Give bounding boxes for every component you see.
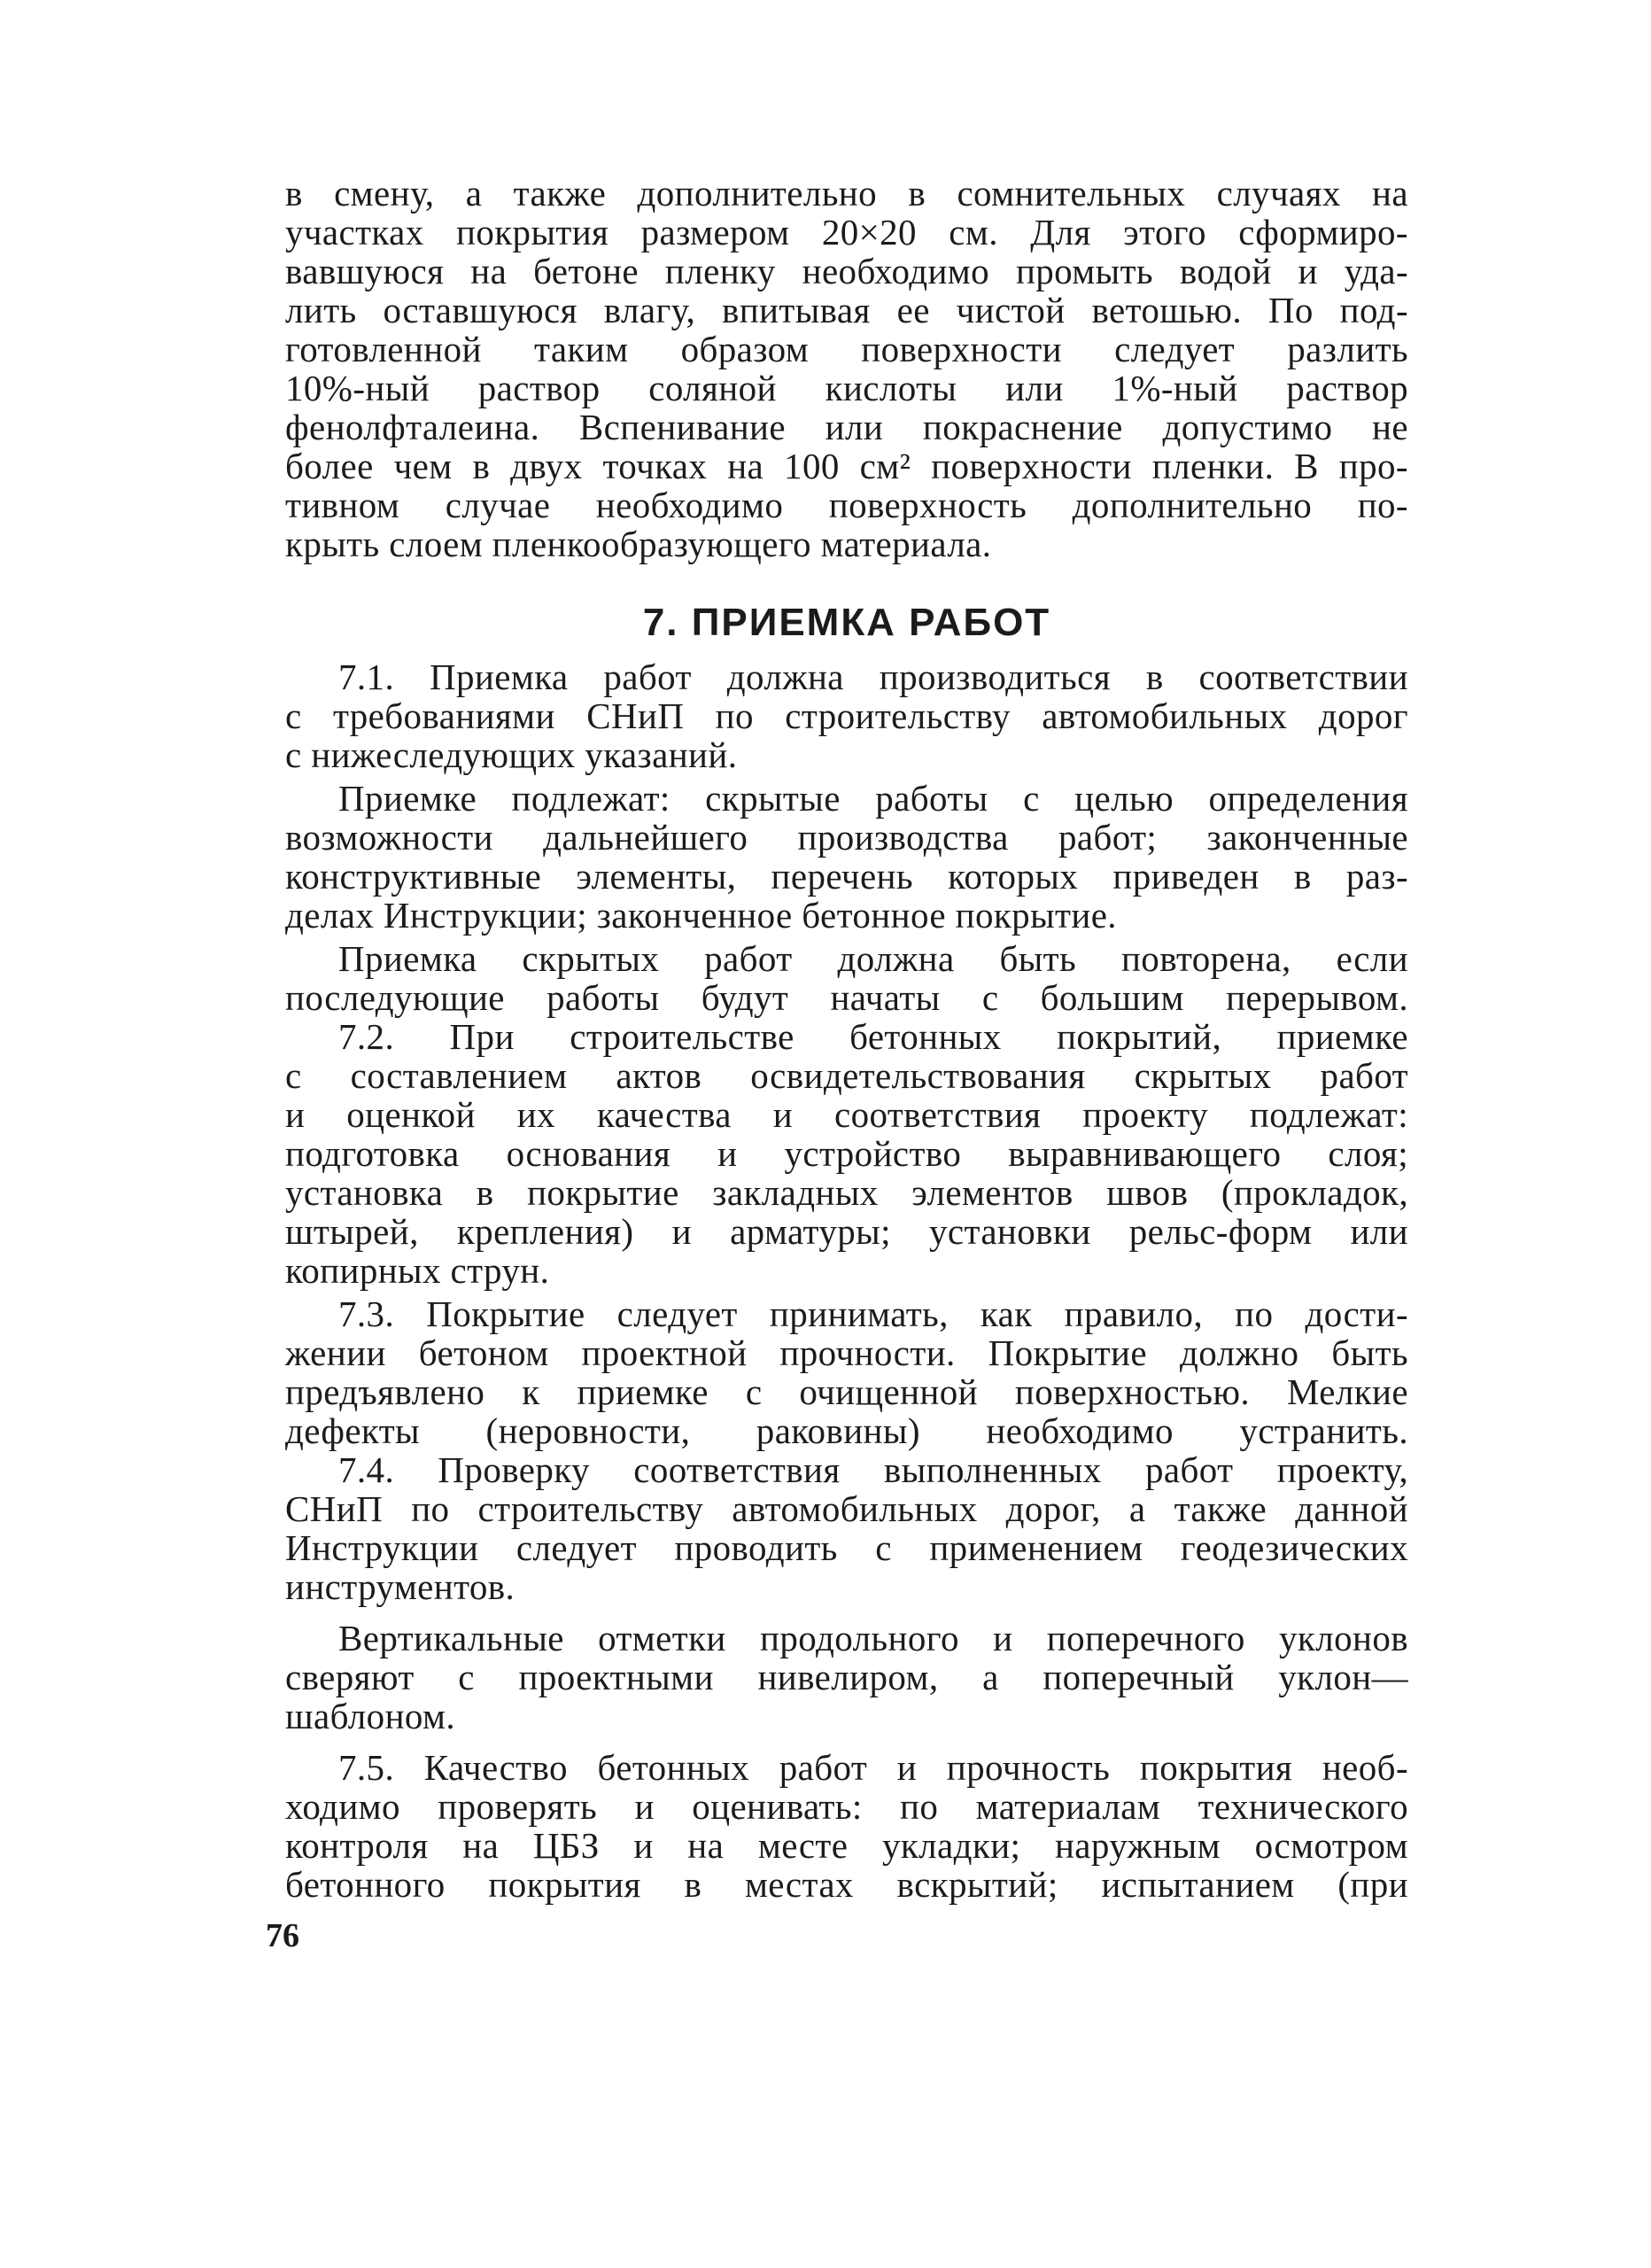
text-line: Вертикальные отметки продольного и поперечного уклонов	[338, 1618, 1408, 1658]
text-line: тивном случае необходимо поверхность дополнительно по-	[285, 485, 1408, 525]
text-line: сверяют с проектными нивелиром, а поперечный уклон—	[285, 1657, 1408, 1697]
text-line: последующие работы будут начаты с большим перерывом.	[285, 977, 1408, 1018]
text-line: копирных струн.	[285, 1250, 550, 1291]
text-line: 7.4. Проверку соответствия выполненных работ проекту,	[338, 1449, 1408, 1490]
text-line: 7.1. Приемка работ должна производиться в соответствии	[338, 656, 1408, 697]
paragraph-repeat	[285, 939, 1408, 1017]
text-line: СНиП по строительству автомобильных дорог, а также данной	[285, 1488, 1408, 1529]
paragraph-7-3	[285, 1294, 1408, 1450]
text-line: с требованиями СНиП по строительству автомобильных дорог	[285, 695, 1408, 736]
intro-paragraph	[285, 174, 1408, 563]
text-line: инструментов.	[285, 1566, 515, 1607]
text-line: Приемка скрытых работ должна быть повторена, если	[338, 938, 1408, 979]
text-line: вавшуюся на бетоне пленку необходимо промыть водой и уда-	[285, 251, 1408, 291]
text-line: фенолфталеина. Вспенивание или покраснение допустимо не	[285, 407, 1408, 447]
text-line: 7.5. Качество бетонных работ и прочность покрытия необ-	[338, 1747, 1408, 1788]
text-block	[285, 174, 1408, 1904]
text-line: с нижеследующих указаний.	[285, 734, 738, 775]
text-line: предъявлено к приемке с очищенной поверхностью. Мелкие	[285, 1371, 1408, 1412]
paragraph-7-4	[285, 1450, 1408, 1606]
text-line: жении бетоном проектной прочности. Покрытие должно быть	[285, 1332, 1408, 1373]
text-line: в смену, а также дополнительно в сомнительных случаях на	[285, 173, 1408, 214]
paragraph-hidden-works	[285, 779, 1408, 935]
text-line: конструктивные элементы, перечень которых приведен в раз-	[285, 856, 1408, 897]
text-line: бетонного покрытия в местах вскрытий; испытанием (при	[285, 1864, 1408, 1905]
text-line: делах Инструкции; законченное бетонное покрытие.	[285, 895, 1117, 936]
text-line: ходимо проверять и оценивать: по материалам технического	[285, 1786, 1408, 1827]
text-line: готовленной таким образом поверхности следует разлить	[285, 329, 1408, 369]
text-line: крыть слоем пленкообразующего материала.	[285, 524, 992, 564]
paragraph-7-2	[285, 1017, 1408, 1290]
text-line: более чем в двух точках на 100 см² поверхности пленки. В про-	[285, 446, 1408, 486]
text-line: штырей, крепления) и арматуры; установки рельс-форм или	[285, 1211, 1408, 1252]
text-line: Инструкции следует проводить с применением геодезических	[285, 1527, 1408, 1568]
text-line: участках покрытия размером 20×20 см. Для этого сформиро-	[285, 212, 1408, 252]
text-line: 7.2. При строительстве бетонных покрытий, приемке	[338, 1016, 1408, 1057]
text-line: шаблоном.	[285, 1696, 456, 1736]
paragraph-7-5	[285, 1748, 1408, 1904]
text-line: возможности дальнейшего производства работ; законченные	[285, 817, 1408, 858]
paragraph-vertical-marks	[285, 1619, 1408, 1736]
text-line: установка в покрытие закладных элементов швов (прокладок,	[285, 1172, 1408, 1213]
text-line: 10%-ный раствор соляной кислоты или 1%-ный раствор	[285, 368, 1408, 408]
text-line: контроля на ЦБЗ и на месте укладки; наружным осмотром	[285, 1825, 1408, 1866]
text-line: и оценкой их качества и соответствия проекту подлежат:	[285, 1094, 1408, 1135]
text-line: подготовка основания и устройство выравнивающего слоя;	[285, 1133, 1408, 1174]
text-line: дефекты (неровности, раковины) необходимо устранить.	[285, 1410, 1408, 1451]
text-line: лить оставшуюся влагу, впитывая ее чистой ветошью. По под-	[285, 290, 1408, 330]
page-number: 76	[266, 1917, 299, 1954]
text-line: 7.3. Покрытие следует принимать, как правило, по дости-	[338, 1293, 1408, 1334]
text-line: с составлением актов освидетельствования скрытых работ	[285, 1055, 1408, 1096]
text-line: Приемке подлежат: скрытые работы с целью определения	[338, 778, 1408, 819]
section-heading: 7. ПРИЕМКА РАБОТ	[642, 601, 1051, 644]
paragraph-7-1	[285, 657, 1408, 774]
